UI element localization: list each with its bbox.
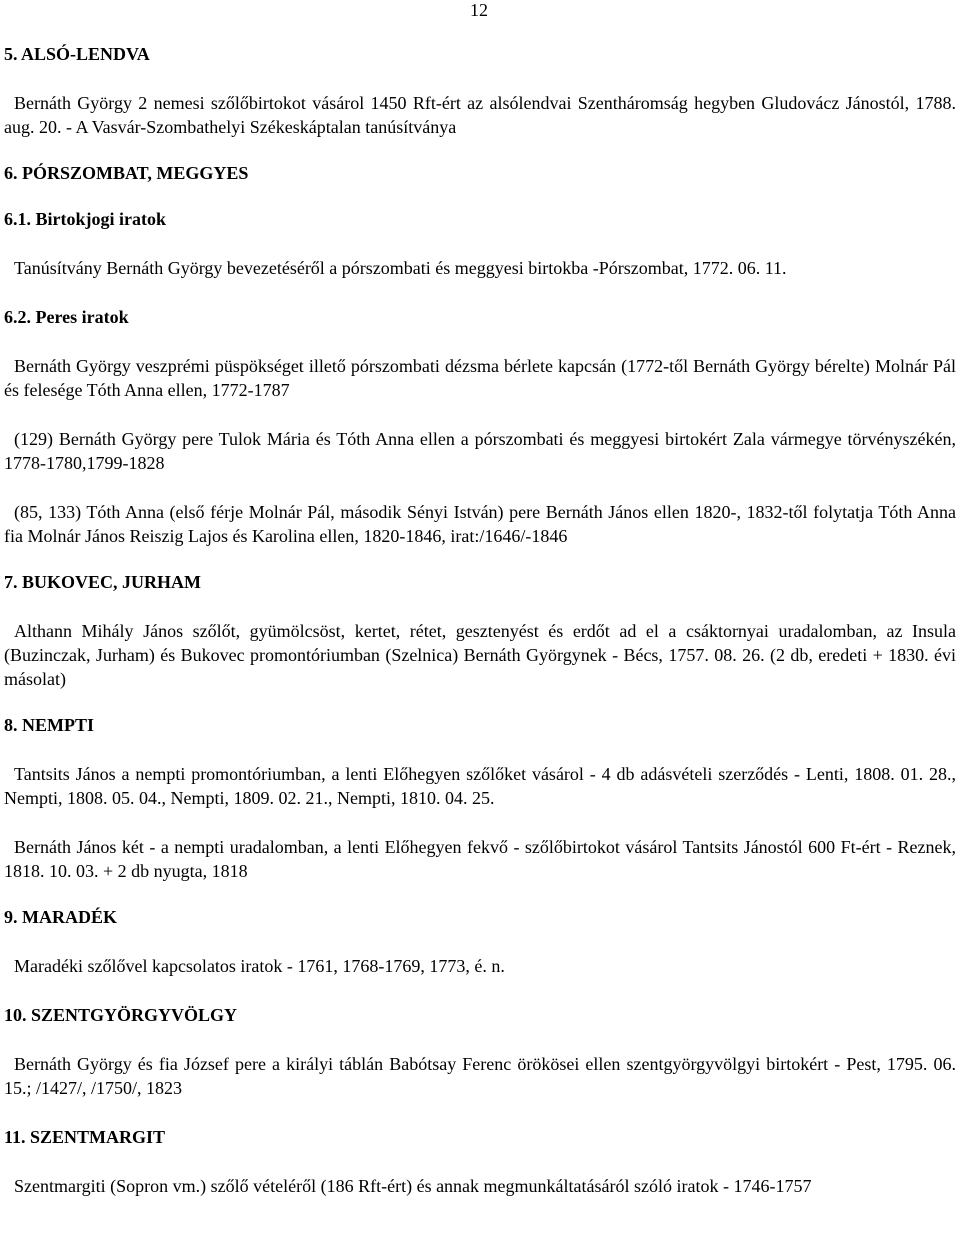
entry-also-lendva-1: Bernáth György 2 nemesi szőlőbirtokot vásárol 1450 Rft-ért az alsólendvai Szentháromság hegyben Gludovácz Jánostól, 1788. aug. 20. - A Vasvár-Szombathelyi Székeskáptalan tanúsítványa (4, 93, 956, 137)
entry-nempti-2: Bernáth János két - a nempti uradalomban, a lenti Előhegyen fekvő - szőlőbirtokot vásárol Tantsits Jánostól 600 Ft-ért - Reznek, 1818. 10. 03. + 2 db nyugta, 1818 (4, 837, 956, 881)
section-heading-bukovec-jurham: 7. BUKOVEC, JURHAM (4, 572, 201, 592)
section-heading-nempti: 8. NEMPTI (4, 715, 94, 735)
entry-peres-3: (85, 133) Tóth Anna (első férje Molnár Pál, második Sényi István) pere Bernáth János ellen 1820-, 1832-től folytatja Tóth Anna fia Molnár János Reiszig Lajos és Karolina ellen, 1820-1846, irat:/1646/-1846 (4, 502, 956, 546)
entry-peres-2: (129) Bernáth György pere Tulok Mária és Tóth Anna ellen a pórszombati és meggyesi birtokért Zala vármegye törvényszékén, 1778-1780,1799-1828 (4, 429, 956, 473)
entry-peres-1: Bernáth György veszprémi püspökséget illető pórszombati dézsma bérlete kapcsán (1772-től Bernáth György bérelte) Molnár Pál és felesége Tóth Anna ellen, 1772-1787 (4, 356, 956, 400)
entry-maradek-1: Maradéki szőlővel kapcsolatos iratok - 1761, 1768-1769, 1773, é. n. (14, 956, 505, 976)
entry-szentmargit-1: Szentmargiti (Sopron vm.) szőlő vételéről (186 Rft-ért) és annak megmunkáltatásáról szóló iratok - 1746-1757 (14, 1176, 812, 1196)
subsection-heading-birtokjogi-iratok: 6.1. Birtokjogi iratok (4, 209, 166, 229)
subsection-heading-peres-iratok: 6.2. Peres iratok (4, 307, 129, 327)
section-heading-porszombat-meggyes: 6. PÓRSZOMBAT, MEGGYES (4, 163, 249, 183)
entry-nempti-1: Tantsits János a nempti promontóriumban, a lenti Előhegyen szőlőket vásárol - 4 db adásvételi szerződés - Lenti, 1808. 01. 28., Nempti, 1808. 05. 04., Nempti, 1809. 02. 21., Nempti, 1810. 04. 25. (4, 764, 956, 808)
section-heading-maradek: 9. MARADÉK (4, 907, 117, 927)
page-number: 12 (470, 0, 488, 20)
entry-bukovec-1: Althann Mihály János szőlőt, gyümölcsöst, kertet, rétet, gesztenyést és erdőt ad el a csáktornyai uradalomban, az Insula (Buzinczak, Jurham) és Bukovec promontóriumban (Szelnica) Bernáth Györgynek - Bécs, 1757. 08. 26. (2 db, eredeti + 1830. évi másolat) (4, 621, 956, 689)
section-heading-szentgyorgyvolgy: 10. SZENTGYÖRGYVÖLGY (4, 1005, 238, 1025)
entry-szentgyorgyvolgy-1: Bernáth György és fia József pere a királyi táblán Babótsay Ferenc örökösei ellen szentgyörgyvölgyi birtokért - Pest, 1795. 06. 15.; /1427/, /1750/, 1823 (4, 1054, 956, 1098)
section-heading-also-lendva: 5. ALSÓ-LENDVA (4, 44, 150, 64)
section-heading-szentmargit: 11. SZENTMARGIT (4, 1127, 166, 1147)
entry-birtokjogi-1: Tanúsítvány Bernáth György bevezetéséről a pórszombati és meggyesi birtokba -Pórszombat, 1772. 06. 11. (14, 258, 787, 278)
document-body (4, 42, 956, 1198)
